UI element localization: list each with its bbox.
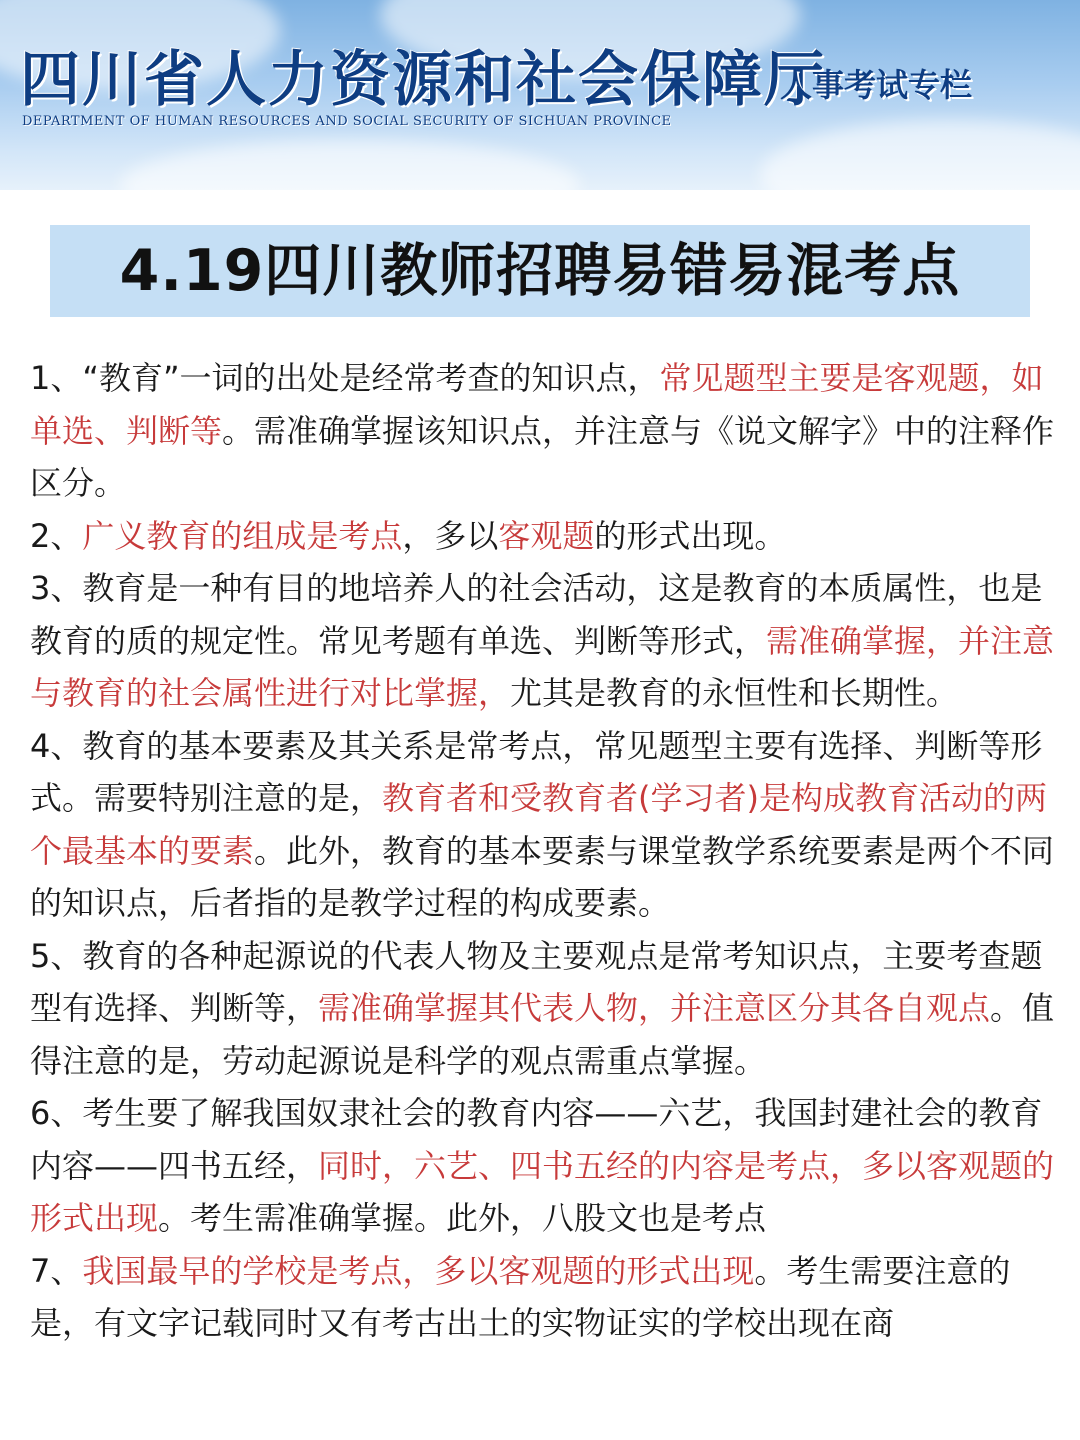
page-title: 4.19四川教师招聘易错易混考点	[50, 225, 1030, 317]
department-name-english: DEPARTMENT OF HUMAN RESOURCES AND SOCIAL SECURITY OF SICHUAN PROVINCE	[22, 114, 672, 129]
cloud-decoration	[760, 120, 1080, 190]
point-4	[30, 720, 1055, 930]
body-text: 。考生需要注意的是，有文字记载同时又有考古出土的实物证实的学校出现在商	[30, 1251, 1011, 1342]
body-text: 尤其是教育的永恒性和长期性。	[510, 674, 959, 712]
point-7	[30, 1245, 1055, 1350]
point-6	[30, 1087, 1055, 1245]
point-3	[30, 562, 1055, 720]
body-text: 。需准确掌握该知识点，并注意与《说文解字》中的注释作区分。	[30, 411, 1055, 502]
highlighted-text: 教育者和受教育者(学习者)是构成教育活动的两个最基本的要素	[30, 779, 1047, 870]
body-text: 5、教育的各种起源说的代表人物及主要观点是常考知识点，主要考查题型有选择、判断等，	[30, 936, 1043, 1027]
column-label: 人事考试专栏	[780, 66, 973, 104]
point-1	[30, 352, 1055, 510]
highlighted-text: 客观题	[498, 516, 595, 555]
body-text: 的形式出现。	[594, 516, 787, 555]
highlighted-text: 需准确掌握其代表人物，并注意区分其各自观点	[318, 989, 991, 1027]
header-banner	[0, 0, 1080, 190]
body-text: 6、考生要了解我国奴隶社会的教育内容——六艺，我国封建社会的教育内容——四书五经，	[30, 1094, 1043, 1185]
highlighted-text: 广义教育的组成是考点	[82, 516, 403, 555]
highlighted-text: 需准确掌握，并注意与教育的社会属性进行对比掌握，	[30, 621, 1055, 712]
body-text: 1、“教育”一词的出处是经常考查的知识点，	[30, 359, 660, 397]
cloud-decoration	[120, 140, 580, 190]
body-text: 2、	[30, 516, 83, 555]
body-text: 7、	[30, 1251, 83, 1290]
highlighted-text: 同时，六艺、四书五经的内容是考点，多以客观题的形式出现	[30, 1146, 1055, 1237]
article-body	[30, 352, 1055, 1350]
body-text: 。此外，教育的基本要素与课堂教学系统要素是两个不同的知识点，后者指的是教学过程的构成要素。	[30, 831, 1055, 922]
highlighted-text: 常见题型主要是客观题，如单选、判断等	[30, 359, 1044, 450]
body-text: ，多以	[402, 516, 499, 555]
point-5	[30, 930, 1055, 1088]
body-text: 。考生需准确掌握。此外，八股文也是考点	[158, 1199, 767, 1237]
point-2	[30, 510, 1055, 563]
highlighted-text: 我国最早的学校是考点，多以客观题的形式出现	[82, 1251, 755, 1290]
body-text: 3、教育是一种有目的地培养人的社会活动，这是教育的本质属性，也是教育的质的规定性。常见考题有单选、判断等形式，	[30, 569, 1043, 660]
body-text: 。值得注意的是，劳动起源说是科学的观点需重点掌握。	[30, 989, 1055, 1080]
department-name: 四川省人力资源和社会保障厅	[20, 45, 826, 115]
body-text: 4、教育的基本要素及其关系是常考点，常见题型主要有选择、判断等形式。需要特别注意的是，	[30, 726, 1043, 817]
